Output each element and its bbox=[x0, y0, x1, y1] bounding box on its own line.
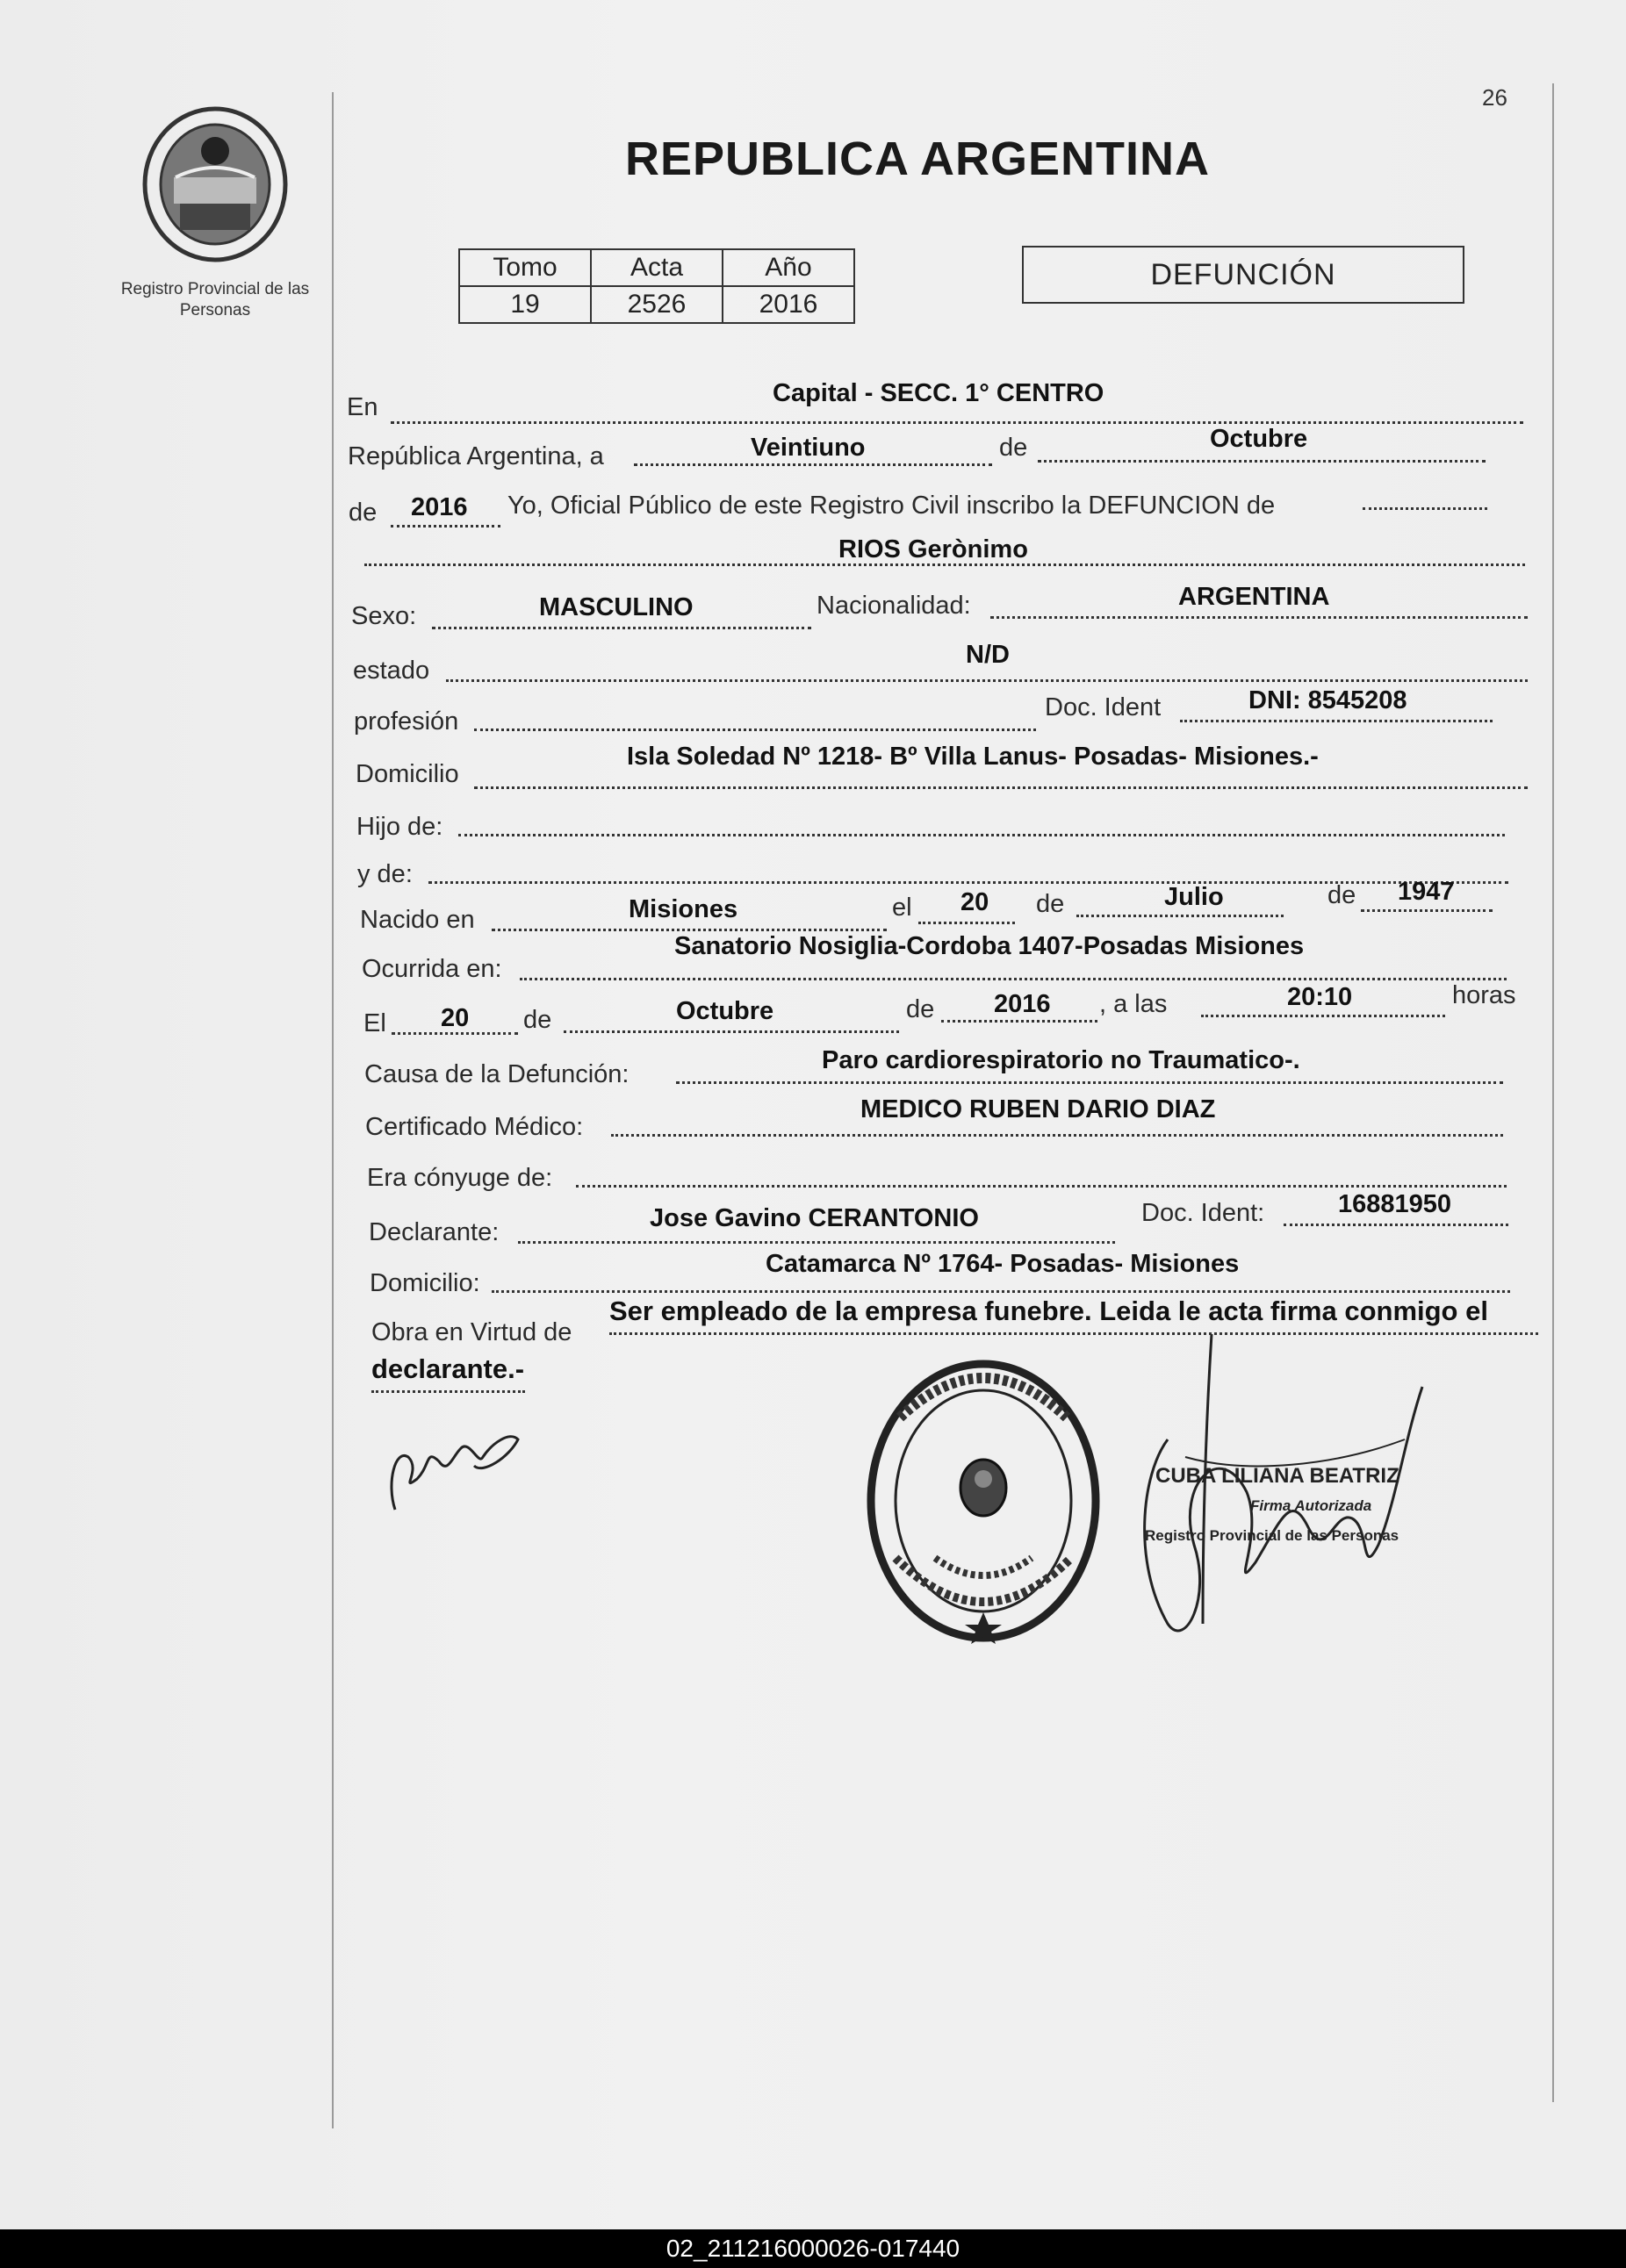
dotted-line bbox=[1284, 1224, 1508, 1226]
conyuge-label: Era cónyuge de: bbox=[367, 1164, 553, 1192]
dotted-line bbox=[446, 679, 1528, 682]
provincia-de-misiones-seal-icon bbox=[140, 105, 290, 263]
sexo-value: MASCULINO bbox=[539, 593, 694, 621]
yde-label: y de: bbox=[357, 860, 413, 888]
declarante-label: Declarante: bbox=[369, 1218, 500, 1246]
declarante-value: Jose Gavino CERANTONIO bbox=[650, 1204, 979, 1232]
intro-text: Yo, Oficial Público de este Registro Civil inscribo la DEFUNCION de bbox=[507, 492, 1276, 520]
dotted-line bbox=[1361, 909, 1493, 912]
provincial-seal-icon bbox=[960, 1460, 1006, 1516]
dotted-line bbox=[1201, 1015, 1445, 1017]
birth-year-value: 1947 bbox=[1398, 878, 1455, 906]
doc-ident-value: DNI: 8545208 bbox=[1248, 686, 1407, 714]
reference-table bbox=[458, 248, 855, 324]
nacido-value: Misiones bbox=[629, 895, 738, 923]
dotted-line bbox=[990, 616, 1528, 619]
alas-label: , a las bbox=[1099, 990, 1168, 1018]
nacionalidad-label: Nacionalidad: bbox=[817, 592, 971, 620]
declarant-signature-icon bbox=[378, 1396, 527, 1527]
de-label: de bbox=[349, 499, 378, 527]
dotted-line bbox=[676, 1081, 1503, 1084]
dotted-line bbox=[1038, 460, 1486, 463]
dotted-line bbox=[1076, 915, 1284, 917]
official-stamp bbox=[865, 1356, 1102, 1646]
certificado-label: Certificado Médico: bbox=[365, 1113, 584, 1141]
acta-header: Acta bbox=[591, 249, 723, 286]
el-label: El bbox=[363, 1009, 386, 1037]
dotted-line bbox=[576, 1185, 1507, 1188]
signer-name: CUBA LILIANA BEATRIZ bbox=[1155, 1464, 1399, 1488]
dotted-line bbox=[518, 1241, 1115, 1244]
death-time-value: 20:10 bbox=[1287, 983, 1353, 1011]
dotted-line bbox=[474, 786, 1528, 789]
ocurrida-label: Ocurrida en: bbox=[362, 955, 502, 983]
hijo-label: Hijo de: bbox=[356, 813, 443, 841]
estado-value: N/D bbox=[966, 641, 1010, 669]
death-month-value: Octubre bbox=[676, 997, 774, 1025]
profesion-label: profesión bbox=[354, 707, 459, 736]
doc-ident-value: 16881950 bbox=[1338, 1190, 1452, 1218]
obra-value: Ser empleado de la empresa funebre. Leida le acta firma conmigo el bbox=[609, 1295, 1488, 1326]
dotted-line bbox=[432, 627, 811, 629]
dotted-line bbox=[474, 728, 1036, 731]
dotted-line bbox=[391, 525, 500, 528]
anio-value: 2016 bbox=[723, 286, 854, 323]
month-value: Octubre bbox=[1210, 425, 1308, 453]
place-value: Capital - SECC. 1° CENTRO bbox=[773, 379, 1104, 407]
day-word-value: Veintiuno bbox=[751, 434, 866, 462]
ocurrida-value: Sanatorio Nosiglia-Cordoba 1407-Posadas Misiones bbox=[674, 932, 1305, 960]
doc-ident-label: Doc. Ident bbox=[1045, 693, 1162, 721]
right-margin-line bbox=[1552, 83, 1554, 2102]
de-label: de bbox=[1327, 881, 1356, 909]
authorized-signature-icon bbox=[1115, 1334, 1466, 1659]
de-label: de bbox=[1036, 890, 1065, 918]
domicilio-value: Catamarca Nº 1764- Posadas- Misiones bbox=[766, 1250, 1240, 1278]
footer-code: 02_211216000026-017440 bbox=[0, 2229, 1626, 2268]
en-label: En bbox=[347, 393, 378, 421]
dotted-line bbox=[1363, 507, 1487, 510]
dotted-line bbox=[918, 922, 1015, 924]
obra-label: Obra en Virtud de bbox=[371, 1318, 572, 1346]
republica-label: República Argentina, a bbox=[348, 442, 604, 470]
deceased-name: RIOS Gerònimo bbox=[838, 535, 1028, 563]
page-title: REPUBLICA ARGENTINA bbox=[625, 133, 1210, 185]
obra-value-continued: declarante.- bbox=[371, 1353, 525, 1384]
signer-org: Registro Provincial de las Personas bbox=[1145, 1527, 1399, 1544]
domicilio-label: Domicilio bbox=[356, 760, 459, 788]
domicilio-value: Isla Soledad Nº 1218- Bº Villa Lanus- Posadas- Misiones.- bbox=[627, 743, 1319, 771]
dotted-line bbox=[391, 421, 1523, 424]
dotted-line bbox=[941, 1020, 1097, 1023]
horas-label: horas bbox=[1452, 981, 1516, 1009]
record-type-box: DEFUNCIÓN bbox=[1022, 246, 1464, 304]
el-label: el bbox=[892, 894, 912, 922]
nacido-label: Nacido en bbox=[360, 906, 475, 934]
causa-label: Causa de la Defunción: bbox=[364, 1060, 630, 1088]
certificado-value: MEDICO RUBEN DARIO DIAZ bbox=[860, 1095, 1216, 1123]
nacionalidad-value: ARGENTINA bbox=[1178, 583, 1330, 611]
tomo-value: 19 bbox=[459, 286, 591, 323]
dotted-line bbox=[1180, 720, 1493, 722]
signer-role: Firma Autorizada bbox=[1250, 1497, 1372, 1514]
de-label: de bbox=[999, 434, 1028, 462]
birth-month-value: Julio bbox=[1164, 883, 1224, 911]
left-margin-line bbox=[332, 92, 334, 2128]
dotted-line bbox=[371, 1390, 525, 1393]
dotted-line bbox=[492, 929, 887, 931]
dotted-line bbox=[634, 463, 992, 466]
dotted-line bbox=[458, 834, 1505, 836]
doc-ident-label: Doc. Ident: bbox=[1141, 1199, 1265, 1227]
estado-label: estado bbox=[353, 657, 430, 685]
dotted-line bbox=[520, 978, 1507, 980]
domicilio-label: Domicilio: bbox=[370, 1269, 480, 1297]
de-label: de bbox=[906, 995, 935, 1023]
causa-value: Paro cardiorespiratorio no Traumatico-. bbox=[822, 1046, 1300, 1074]
sexo-label: Sexo: bbox=[351, 602, 417, 630]
dotted-line bbox=[564, 1030, 899, 1033]
page-number: 26 bbox=[1482, 84, 1507, 111]
death-day-value: 20 bbox=[441, 1004, 470, 1032]
tomo-header: Tomo bbox=[459, 249, 591, 286]
death-year-value: 2016 bbox=[994, 990, 1051, 1018]
birth-day-value: 20 bbox=[960, 888, 989, 916]
org-name: Registro Provincial de las Personas bbox=[120, 280, 310, 319]
dotted-line bbox=[611, 1134, 1503, 1137]
de-label: de bbox=[523, 1006, 552, 1034]
acta-value: 2526 bbox=[591, 286, 723, 323]
dotted-line bbox=[492, 1290, 1510, 1293]
year-value: 2016 bbox=[411, 493, 468, 521]
anio-header: Año bbox=[723, 249, 854, 286]
